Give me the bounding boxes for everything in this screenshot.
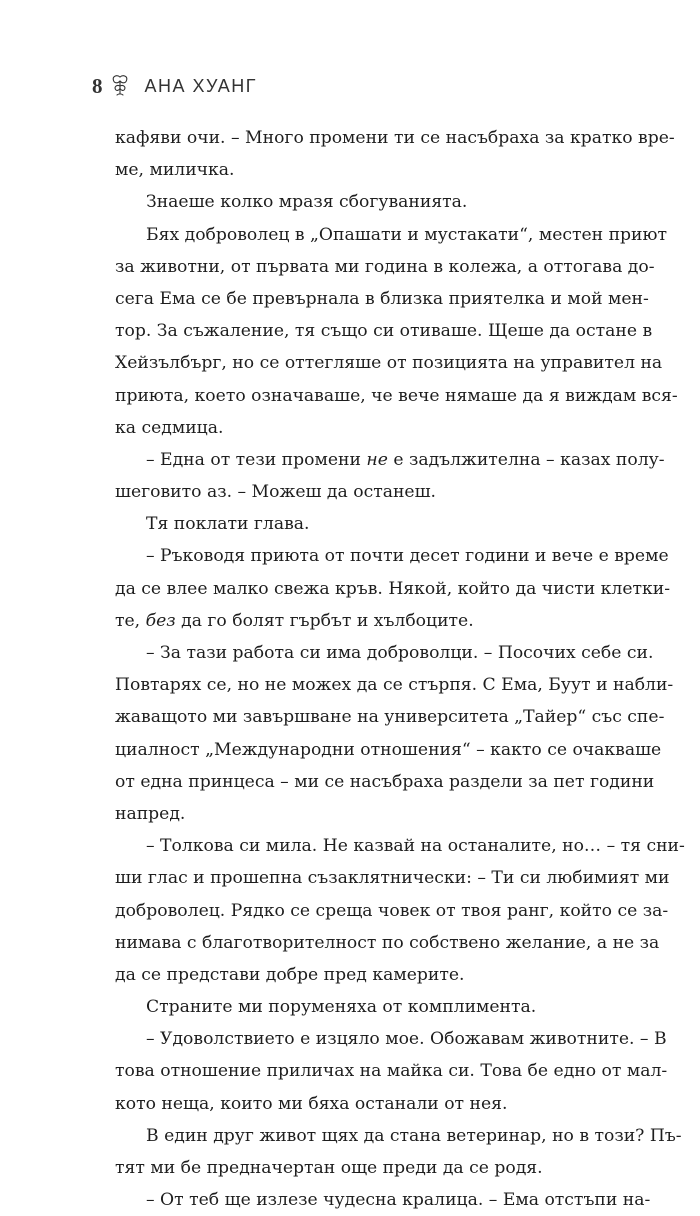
text-line	[115, 251, 655, 283]
text-line	[115, 573, 671, 605]
text-line	[115, 734, 662, 766]
text-segment: Страните ми поруменяха от комплимента.	[146, 997, 537, 1018]
text-line	[115, 605, 632, 637]
text-line	[115, 347, 663, 379]
text-line	[115, 476, 632, 508]
text-line	[115, 637, 654, 669]
text-segment: ши глас и прошепна съзаклятнически: – Ти си любимият ми	[115, 868, 670, 889]
text-segment: Знаеше колко мразя сбогуванията.	[146, 192, 468, 213]
text-segment: нимава с благотворителност по собствено желание, а не за	[115, 932, 660, 953]
text-line	[115, 927, 660, 959]
text-line	[115, 1184, 651, 1216]
text-line	[115, 380, 678, 412]
text-line	[115, 1088, 632, 1120]
text-line	[115, 1055, 668, 1087]
text-segment: Повтарях се, но не можех да се стърпя. С Ема, Буут и набли-	[115, 675, 674, 696]
text-segment: сега Ема се бе превърнала в близка приятелка и мой мен-	[115, 288, 649, 309]
text-line	[115, 186, 632, 218]
text-segment: ка седмица.	[115, 417, 224, 438]
text-segment: тор. За съжаление, тя също си отиваше. Щеше да остане в	[115, 321, 653, 342]
text-segment: – От теб ще излезе чудесна кралица. – Ема отстъпи на-	[146, 1190, 651, 1211]
italic-emphasis: без	[145, 610, 176, 631]
text-line	[115, 122, 675, 154]
text-line	[115, 219, 667, 251]
text-segment: да се представи добре пред камерите.	[115, 964, 465, 985]
text-segment: жаващото ми завършване на университета „Тайер“ със спе-	[115, 707, 665, 728]
text-segment: доброволец. Рядко се среща човек от твоя ранг, който се за-	[115, 900, 669, 921]
text-segment: напред.	[115, 803, 186, 824]
italic-emphasis: не	[366, 449, 388, 470]
text-line	[115, 1120, 682, 1152]
text-segment: е задължителна – казах полу-	[387, 449, 665, 470]
text-line	[115, 1023, 667, 1055]
text-segment: тят ми бе предначертан още преди да се родя.	[115, 1158, 543, 1178]
text-line	[115, 959, 632, 991]
text-segment: шеговито аз. – Можеш да останеш.	[115, 482, 437, 503]
text-line	[115, 444, 665, 476]
text-segment: да го болят гърбът и хълбоците.	[175, 610, 474, 631]
text-line	[115, 669, 674, 701]
text-segment: кафяви очи. – Много промени ти се насъбраха за кратко вре-	[115, 128, 675, 148]
text-segment: – За тази работа си има доброволци. – Посочих себе си.	[146, 643, 654, 663]
text-line	[115, 830, 685, 862]
text-segment: кото неща, които ми бяха останали от нея.	[115, 1093, 508, 1114]
text-segment: това отношение приличах на майка си. Това бе едно от мал-	[115, 1061, 668, 1082]
text-segment: – Удоволствието е изцяло мое. Обожавам животните. – В	[146, 1029, 667, 1050]
body-text	[115, 122, 685, 1216]
text-line	[115, 1152, 632, 1184]
page-number: 8	[92, 74, 103, 98]
text-segment: те,	[115, 610, 146, 631]
text-segment: В един друг живот щях да стана ветеринар, но в този? Пъ-	[146, 1125, 682, 1146]
text-line	[115, 766, 655, 798]
text-segment: – Една от тези промени	[146, 449, 367, 470]
text-line	[115, 895, 669, 927]
author-name: АНА ХУАНГ	[144, 76, 257, 96]
text-segment: Бях доброволец в „Опашати и мустакати“, местен приют	[146, 224, 667, 245]
text-segment: – Толкова си мила. Не казвай на останалите, но… – тя сни-	[146, 836, 685, 857]
text-segment: циалност „Международни отношения“ – както се очакваше	[115, 739, 662, 760]
text-segment: ме, миличка.	[115, 160, 235, 181]
text-segment: Хейзълбърг, но се оттегляше от позицията на управител на	[115, 353, 663, 374]
text-line	[115, 412, 632, 444]
text-segment: от една принцеса – ми се насъбраха раздели за пет години	[115, 771, 655, 792]
text-line	[115, 508, 632, 540]
text-segment: за животни, от първата ми година в колежа, а оттогава до-	[115, 256, 655, 277]
text-line	[115, 315, 653, 347]
text-line	[115, 991, 632, 1023]
text-segment: да се влее малко свежа кръв. Някой, който да чисти клетки-	[115, 578, 671, 599]
text-line	[115, 701, 665, 733]
text-segment: – Ръководя приюта от почти десет години и вече е време	[146, 546, 669, 567]
running-head	[92, 72, 257, 100]
text-line	[115, 154, 632, 186]
text-line	[115, 283, 649, 315]
text-segment: Тя поклати глава.	[146, 514, 310, 535]
text-segment: приюта, което означаваше, че вече нямаше да я виждам вся-	[115, 385, 678, 406]
text-line	[115, 862, 670, 894]
text-line	[115, 798, 632, 830]
text-line	[115, 540, 669, 572]
flourish-ornament-icon	[109, 74, 131, 98]
